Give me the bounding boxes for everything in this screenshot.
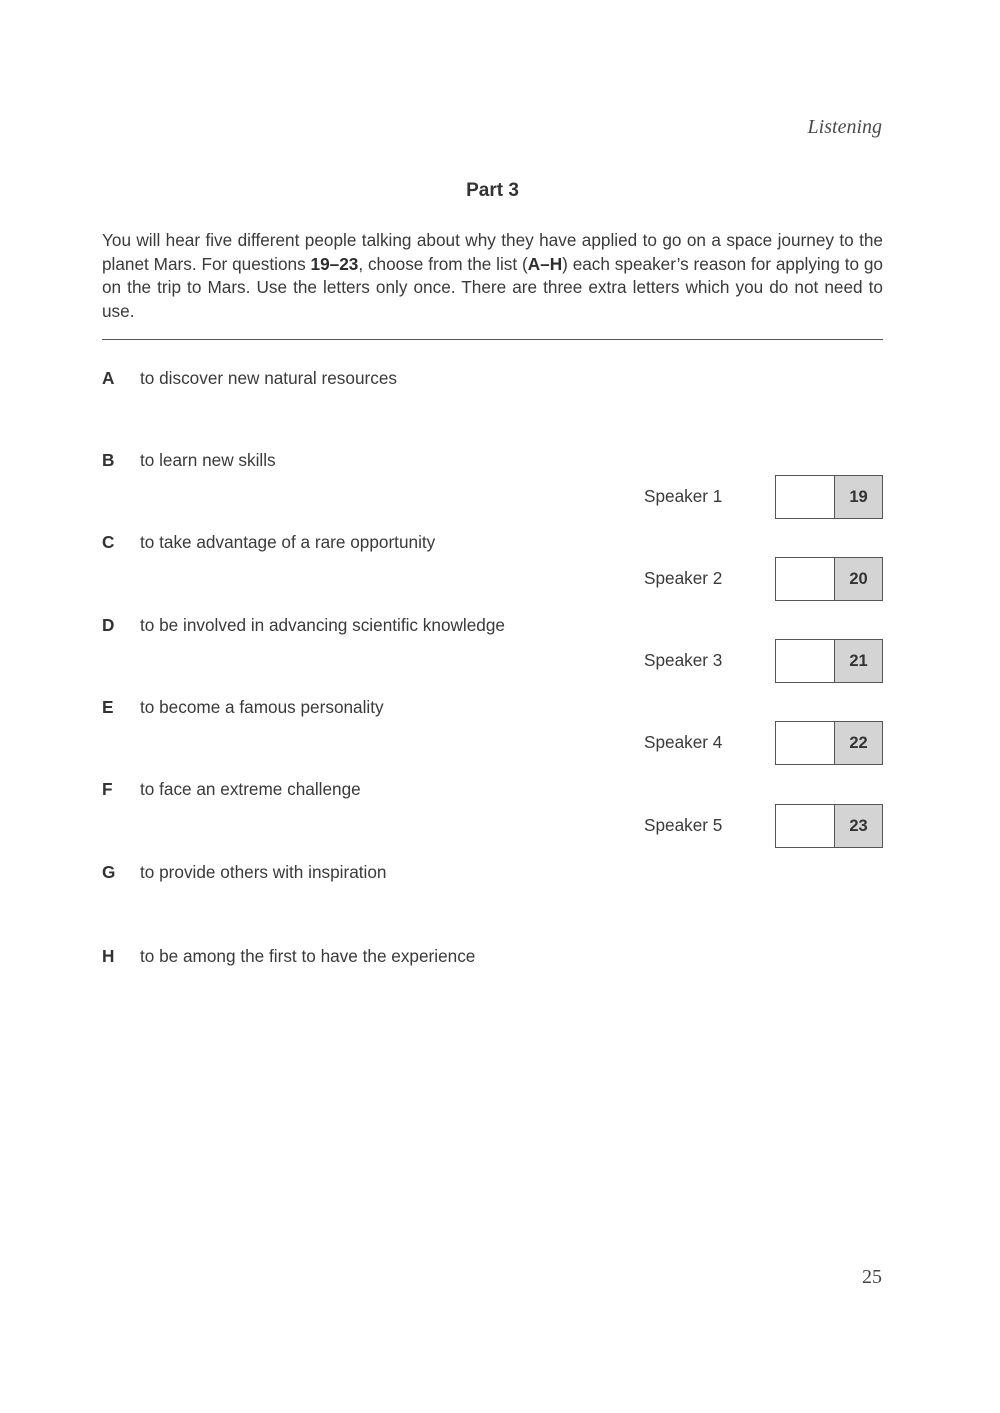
speaker-label: Speaker 2 xyxy=(644,568,723,588)
speaker-1-row xyxy=(644,475,883,519)
answer-box xyxy=(775,475,883,519)
option-text: to become a famous personality xyxy=(140,697,384,717)
option-text: to be involved in advancing scientific knowledge xyxy=(140,615,505,635)
speaker-2-row xyxy=(644,557,883,601)
question-number: 19 xyxy=(835,476,882,518)
option-text: to learn new skills xyxy=(140,450,276,470)
option-letter: D xyxy=(102,615,115,635)
option-a xyxy=(102,368,397,389)
speaker-2-answer-input[interactable] xyxy=(776,558,835,600)
option-e xyxy=(102,697,384,718)
option-f xyxy=(102,779,361,800)
instructions-text-2: , choose from the list ( xyxy=(358,253,528,274)
option-letter: E xyxy=(102,697,114,717)
option-h xyxy=(102,946,475,967)
speaker-3-answer-input[interactable] xyxy=(776,640,835,682)
speaker-4-answer-input[interactable] xyxy=(776,722,835,764)
question-number: 23 xyxy=(835,805,882,847)
option-c xyxy=(102,532,435,553)
option-text: to provide others with inspiration xyxy=(140,862,387,882)
speaker-4-row xyxy=(644,721,883,765)
answer-box xyxy=(775,557,883,601)
speaker-5-row xyxy=(644,804,883,848)
speaker-label: Speaker 3 xyxy=(644,650,723,670)
speaker-label: Speaker 4 xyxy=(644,732,723,752)
option-letter: B xyxy=(102,450,115,470)
option-g xyxy=(102,862,386,883)
speaker-3-row xyxy=(644,639,883,683)
instructions xyxy=(102,229,883,323)
question-number: 21 xyxy=(835,640,882,682)
option-letter: G xyxy=(102,862,116,882)
option-letter: A xyxy=(102,368,115,388)
option-text: to be among the first to have the experience xyxy=(140,946,476,966)
questions-range: 19–23 xyxy=(310,253,359,274)
option-letter: C xyxy=(102,532,115,552)
instructions-text-1: You will hear five different people talking about why they have applied to go on a space journey to the planet Mars. For questions xyxy=(102,230,883,274)
option-text: to discover new natural resources xyxy=(140,368,397,388)
answer-box xyxy=(775,639,883,683)
running-head: Listening xyxy=(807,116,882,138)
speaker-5-answer-input[interactable] xyxy=(776,805,835,847)
option-text: to take advantage of a rare opportunity xyxy=(140,532,436,552)
part-title: Part 3 xyxy=(466,180,519,201)
option-letter: F xyxy=(102,779,113,799)
page-number: 25 xyxy=(862,1266,882,1288)
divider-rule xyxy=(102,339,883,340)
option-b xyxy=(102,450,276,471)
option-text: to face an extreme challenge xyxy=(140,779,361,799)
speaker-1-answer-input[interactable] xyxy=(776,476,835,518)
letters-range: A–H xyxy=(527,253,563,274)
question-number: 20 xyxy=(835,558,882,600)
answer-box xyxy=(775,721,883,765)
question-number: 22 xyxy=(835,722,882,764)
speaker-label: Speaker 5 xyxy=(644,815,723,835)
answer-box xyxy=(775,804,883,848)
option-d xyxy=(102,615,505,636)
option-letter: H xyxy=(102,946,115,966)
instructions-text-3: ) each speaker’s reason for applying to go on the trip to Mars. Use the letters only once. There are three extra letters which you do not need to use. xyxy=(102,253,883,321)
speaker-label: Speaker 1 xyxy=(644,486,723,506)
